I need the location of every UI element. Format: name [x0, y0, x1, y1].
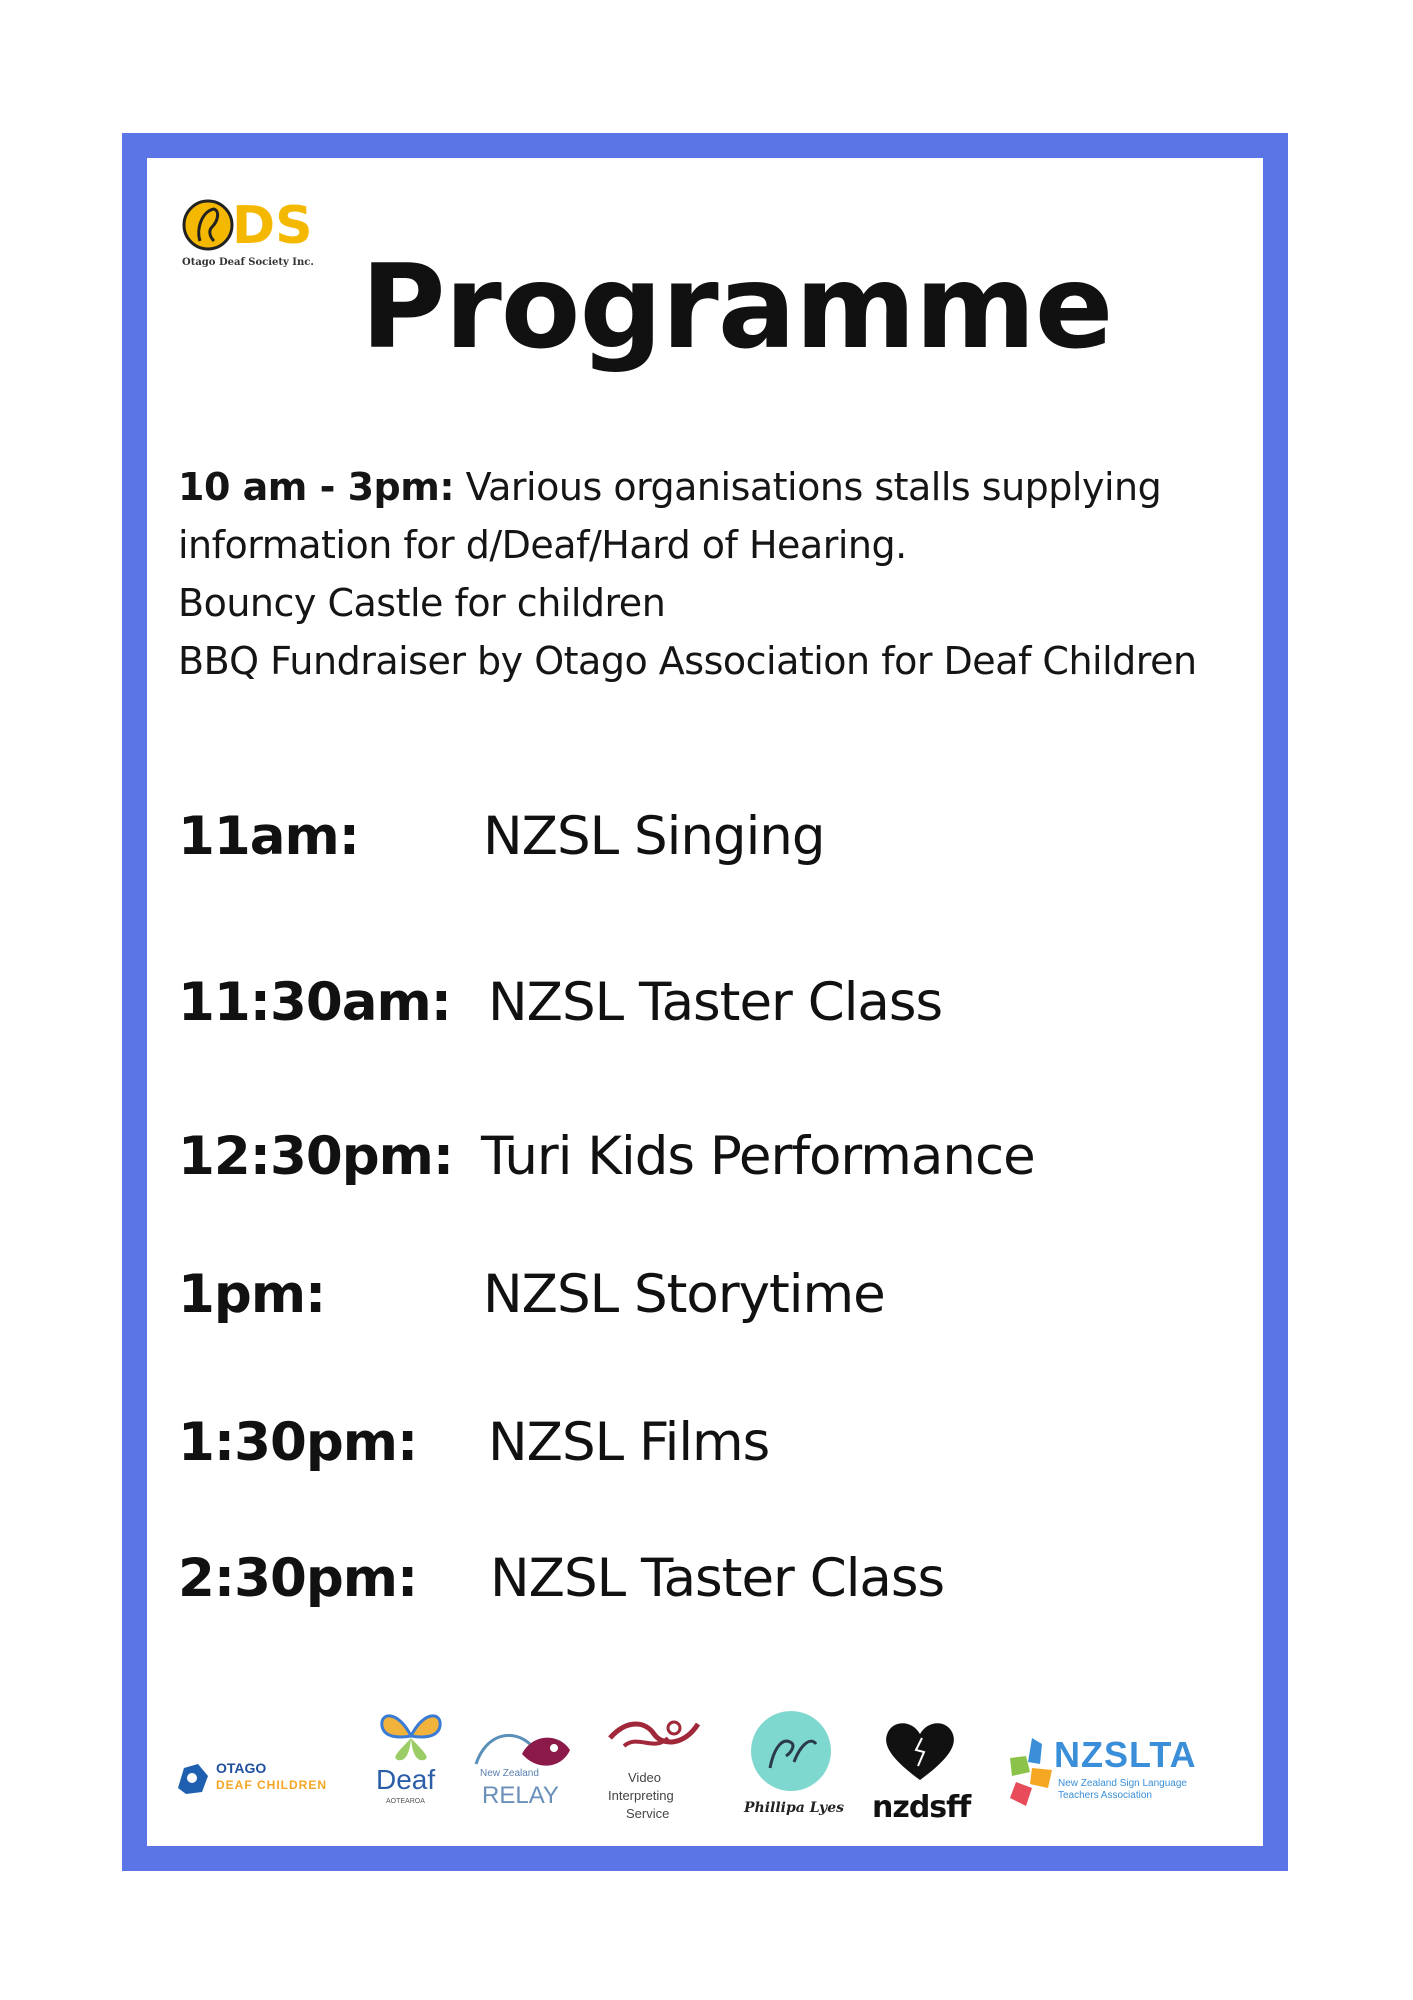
intro-text: [178, 458, 1258, 690]
vis-logo-line1: Video: [628, 1770, 662, 1785]
ods-logo-letters: DS: [232, 196, 313, 255]
deaf-logo-word: Deaf: [376, 1764, 436, 1795]
schedule-time: 1pm:: [178, 1264, 326, 1325]
otago-map-icon: [172, 1758, 212, 1798]
sponsor-logos: [172, 1708, 1252, 1848]
schedule-time: 1:30pm:: [178, 1412, 418, 1473]
hands-circle-icon: [748, 1708, 834, 1794]
deaf-logo-sub: AOTEAROA: [386, 1798, 425, 1805]
vis-logo-line3: Service: [626, 1806, 670, 1821]
schedule-event: NZSL Taster Class: [490, 1548, 945, 1609]
vis-logo-line2: Interpreting: [608, 1788, 674, 1803]
relay-logo-word: RELAY: [482, 1782, 559, 1809]
schedule-time: 11:30am:: [178, 972, 451, 1033]
schedule-row: [178, 1126, 1238, 1196]
intro-line-1-rest: Various organisations stalls supplying: [454, 465, 1162, 509]
otago-logo-line2: DEAF CHILDREN: [216, 1778, 327, 1792]
schedule-row: [178, 1412, 1238, 1482]
schedule-time: 2:30pm:: [178, 1548, 418, 1609]
butterfly-icon: [376, 1708, 446, 1764]
schedule-row: [178, 806, 1238, 876]
nzdsff-logo: [872, 1718, 972, 1828]
schedule-event: NZSL Storytime: [483, 1264, 885, 1325]
nzslta-logo: [1002, 1730, 1222, 1830]
phillipa-lyes-logo: [742, 1708, 842, 1828]
schedule-event: NZSL Singing: [483, 806, 825, 867]
schedule-row: [178, 1264, 1238, 1334]
relay-logo-top: New Zealand: [480, 1768, 539, 1779]
schedule-row: [178, 972, 1238, 1042]
ods-logo-caption: Otago Deaf Society Inc.: [182, 257, 314, 268]
schedule-event: NZSL Films: [488, 1412, 770, 1473]
page-title: Programme: [360, 240, 1113, 375]
intro-time: 10 am - 3pm:: [178, 465, 455, 509]
intro-line-1: [178, 458, 1258, 516]
schedule-time: 12:30pm:: [178, 1126, 454, 1187]
nzslta-logo-word: NZSLTA: [1054, 1734, 1197, 1775]
video-interpreting-logo: [602, 1708, 712, 1838]
intro-line-3: Bouncy Castle for children: [178, 581, 666, 625]
schedule-event: NZSL Taster Class: [488, 972, 943, 1033]
nzslta-hands-icon: [1002, 1734, 1062, 1814]
intro-line-2: information for d/Deaf/Hard of Hearing.: [178, 523, 907, 567]
deaf-aotearoa-logo: [372, 1708, 452, 1818]
schedule-row: [178, 1548, 1238, 1618]
schedule-time: 11am:: [178, 806, 359, 867]
nzslta-logo-sub: New Zealand Sign Language Teachers Association: [1058, 1778, 1187, 1801]
otago-logo-line1: OTAGO: [216, 1760, 267, 1776]
nzdsff-logo-word: nzdsff: [872, 1790, 971, 1825]
heart-icon: [882, 1718, 958, 1784]
phillipa-logo-name: Phillipa Lyes: [744, 1800, 844, 1816]
otago-deaf-children-logo: [172, 1754, 362, 1804]
vis-swirl-icon: [604, 1708, 704, 1758]
schedule-event: Turi Kids Performance: [481, 1126, 1035, 1187]
intro-line-4: BBQ Fundraiser by Otago Association for Deaf Children: [178, 639, 1197, 683]
nz-relay-logo: [472, 1724, 582, 1824]
